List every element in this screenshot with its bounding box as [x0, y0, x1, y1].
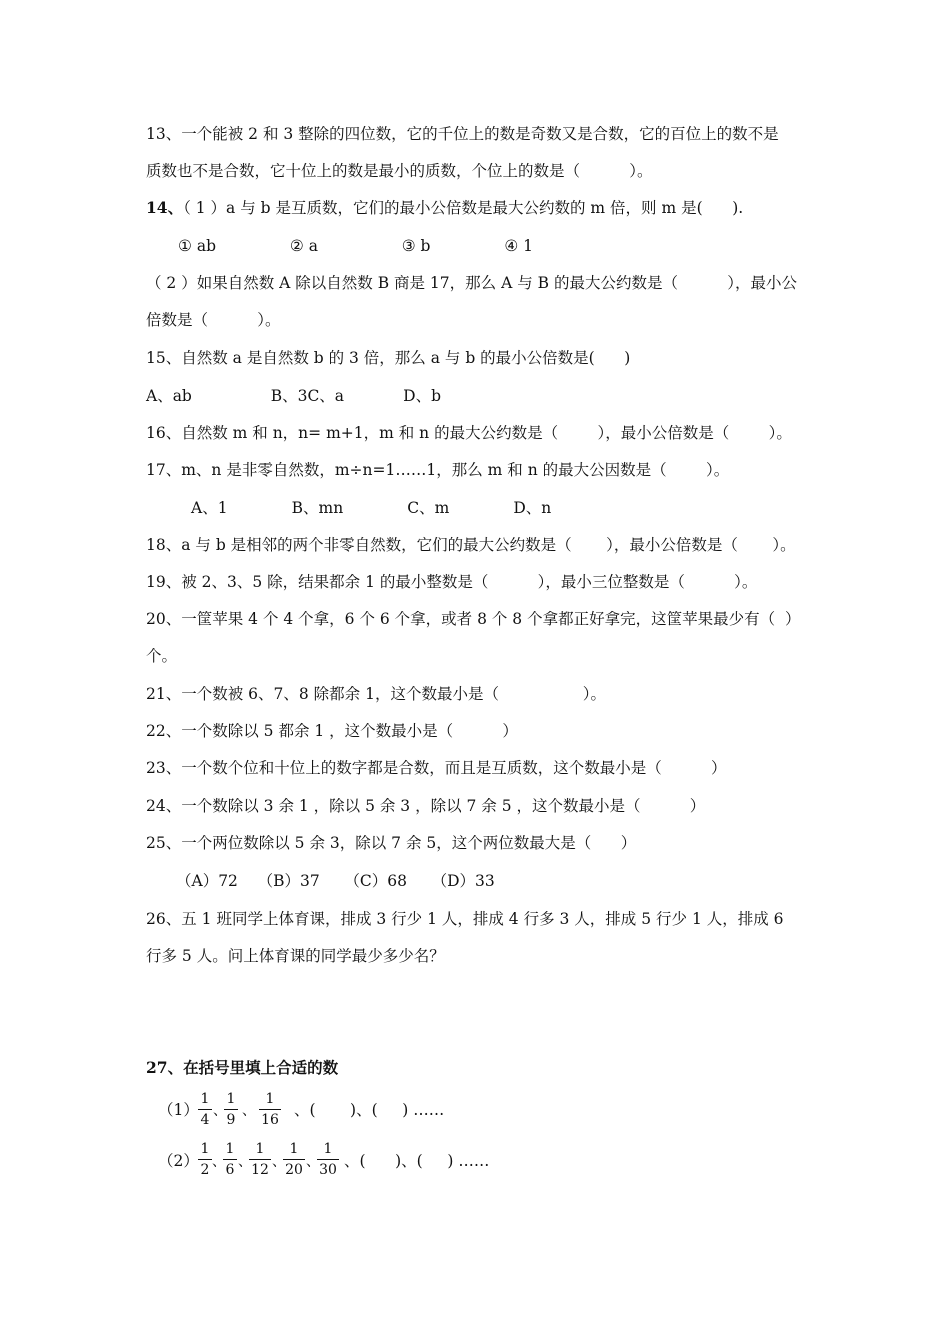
denominator: 2 [200, 1162, 210, 1178]
denominator: 30 [319, 1162, 337, 1178]
q13-line1: 13、一个能被 2 和 3 整除的四位数，它的千位上的数是奇数又是合数，它的百位上的数不是 [146, 125, 779, 143]
fraction-1-9 [224, 1090, 238, 1129]
q21-text: 21、一个数被 6、7、8 除都余 1，这个数最小是（ ）。 [146, 685, 606, 703]
q17-options: A、1 B、mn C、m D、n [191, 499, 552, 517]
q27-title: 27、在括号里填上合适的数 [146, 1058, 339, 1077]
denominator: 16 [261, 1112, 279, 1128]
q20-line2: 个。 [146, 647, 178, 665]
fraction-1-12 [249, 1140, 271, 1179]
q14-part2-line1: （ 2 ）如果自然数 A 除以自然数 B 商是 17，那么 A 与 B 的最大公约数是（ ），最小公 [146, 274, 797, 292]
q25-options: （A）72 （B）37 （C）68 （D）33 [176, 872, 495, 890]
q14-options: ① ab ② a ③ b ④ 1 [178, 237, 534, 255]
q13-line2: 质数也不是合数，它十位上的数是最小的质数，个位上的数是（ ）。 [146, 162, 653, 180]
q18-text: 18、a 与 b 是相邻的两个非零自然数，它们的最大公约数是（ ），最小公倍数是（ ）。 [146, 536, 796, 554]
numerator: 1 [200, 1091, 210, 1107]
fraction-1-30 [317, 1140, 339, 1179]
denominator: 4 [200, 1112, 210, 1128]
q19-text: 19、被 2、3、5 除，结果都余 1 的最小整数是（ ），最小三位整数是（ ）。 [146, 573, 758, 591]
numerator: 1 [289, 1141, 299, 1157]
q14-part1 [146, 198, 743, 218]
fraction-1-20 [283, 1140, 305, 1179]
numerator: 1 [200, 1141, 210, 1157]
q14-part2-line2: 倍数是（ ）。 [146, 311, 281, 329]
denominator: 20 [285, 1162, 303, 1178]
fraction-1-2 [198, 1140, 212, 1179]
q26-line2: 行多 5 人。问上体育课的同学最少多少名？ [146, 947, 445, 965]
numerator: 1 [265, 1091, 275, 1107]
q24-text: 24、一个数除以 3 余 1 ，除以 5 余 3 ，除以 7 余 5 ，这个数最小是（ ） [146, 797, 706, 815]
numerator: 1 [323, 1141, 333, 1157]
numerator: 1 [226, 1091, 236, 1107]
denominator: 6 [225, 1162, 235, 1178]
q26-line1: 26、五 1 班同学上体育课，排成 3 行少 1 人，排成 4 行多 3 人，排成 5 行少 1 人，排成 6 [146, 910, 784, 928]
q25-text: 25、一个两位数除以 5 余 3，除以 7 余 5，这个两位数最大是（ ） [146, 834, 637, 852]
q27-row2-label: （2） [158, 1152, 199, 1170]
q27-row1-tail: 、( )、( ) …… [294, 1101, 445, 1119]
q14-number: 14、 [146, 198, 184, 217]
q27-row1-label: （1） [158, 1101, 199, 1119]
fraction-1-4 [198, 1090, 212, 1129]
q15-options: A、ab B、3C、a D、b [146, 387, 442, 405]
q20-line1: 20、一筐苹果 4 个 4 个拿，6 个 6 个拿，或者 8 个 8 个拿都正好拿完，这筐苹果最少有（ ） [146, 610, 801, 628]
fraction-1-6 [223, 1140, 237, 1179]
q16-text: 16、自然数 m 和 n，n= m+1，m 和 n 的最大公约数是（ ），最小公倍数是（ ）。 [146, 424, 792, 442]
q15-text: 15、自然数 a 是自然数 b 的 3 倍，那么 a 与 b 的最小公倍数是( ) [146, 349, 631, 367]
fraction-1-16 [259, 1090, 281, 1129]
q22-text: 22、一个数除以 5 都余 1 ，这个数最小是（ ） [146, 722, 518, 740]
q14-part1-text: （ 1 ）a 与 b 是互质数，它们的最小公倍数是最大公约数的 m 倍，则 m 是( ). [183, 199, 744, 217]
q17-text: 17、m、n 是非零自然数，m÷n=1……1，那么 m 和 n 的最大公因数是（ ）。 [146, 461, 730, 479]
q23-text: 23、一个数个位和十位上的数字都是合数，而且是互质数，这个数最小是（ ） [146, 759, 727, 777]
denominator: 9 [226, 1112, 236, 1128]
denominator: 12 [251, 1162, 269, 1178]
numerator: 1 [255, 1141, 265, 1157]
q27-row2-tail: 、( )、( ) …… [344, 1152, 490, 1170]
numerator: 1 [225, 1141, 235, 1157]
